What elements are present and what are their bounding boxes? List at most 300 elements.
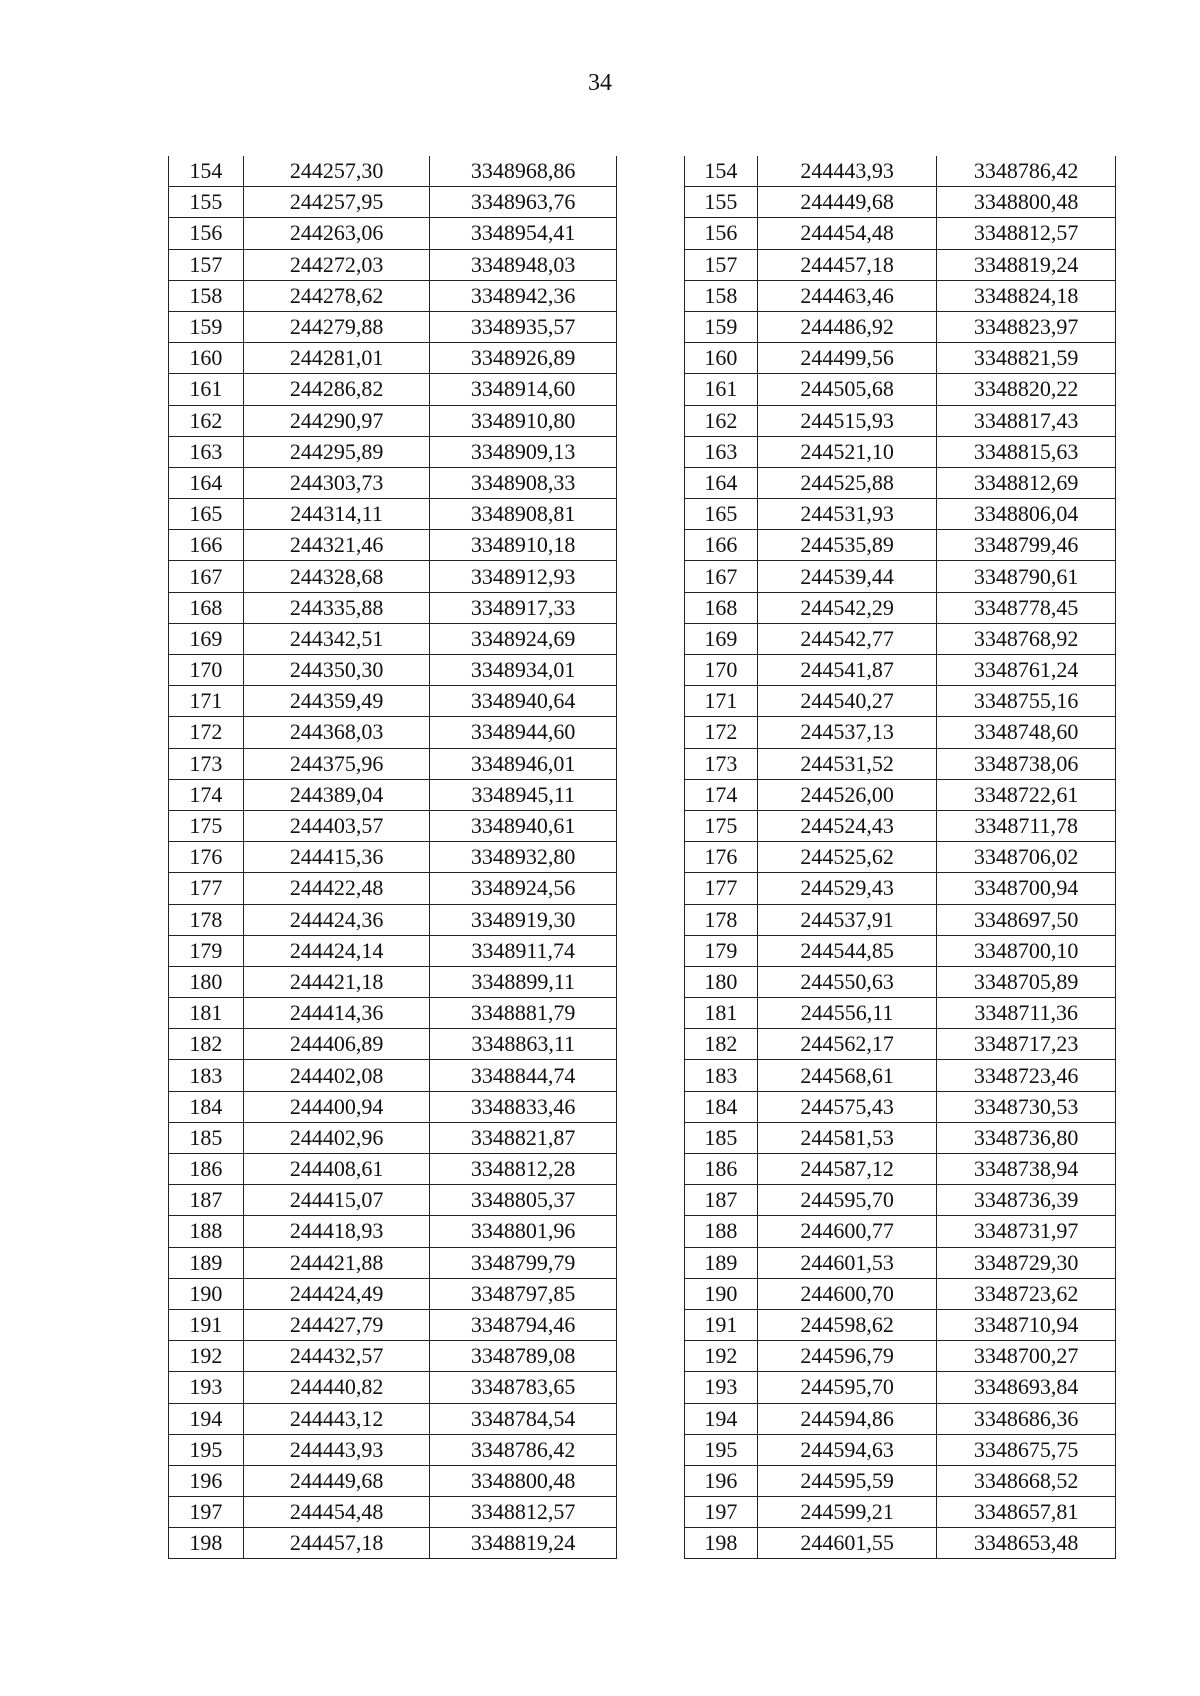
x-coordinate-cell: 244402,96 xyxy=(243,1122,430,1153)
point-number-cell: 167 xyxy=(685,561,758,592)
x-coordinate-cell: 244505,68 xyxy=(757,374,937,405)
x-coordinate-cell: 244587,12 xyxy=(757,1154,937,1185)
point-number-cell: 182 xyxy=(169,1029,244,1060)
table-row xyxy=(685,1247,1116,1278)
point-number-cell: 186 xyxy=(685,1154,758,1185)
x-coordinate-cell: 244486,92 xyxy=(757,311,937,342)
y-coordinate-cell: 3348731,97 xyxy=(937,1216,1116,1247)
table-row xyxy=(685,374,1116,405)
y-coordinate-cell: 3348824,18 xyxy=(937,280,1116,311)
point-number-cell: 183 xyxy=(685,1060,758,1091)
x-coordinate-cell: 244568,61 xyxy=(757,1060,937,1091)
table-row xyxy=(169,1465,617,1496)
y-coordinate-cell: 3348697,50 xyxy=(937,904,1116,935)
table-row xyxy=(685,156,1116,187)
table-row xyxy=(685,499,1116,530)
point-number-cell: 154 xyxy=(169,156,244,187)
point-number-cell: 160 xyxy=(685,343,758,374)
point-number-cell: 157 xyxy=(685,249,758,280)
y-coordinate-cell: 3348946,01 xyxy=(430,748,617,779)
y-coordinate-cell: 3348863,11 xyxy=(430,1029,617,1060)
point-number-cell: 181 xyxy=(685,998,758,1029)
x-coordinate-cell: 244424,14 xyxy=(243,935,430,966)
table-row xyxy=(169,1341,617,1372)
point-number-cell: 194 xyxy=(169,1403,244,1434)
x-coordinate-cell: 244529,43 xyxy=(757,873,937,904)
y-coordinate-cell: 3348722,61 xyxy=(937,779,1116,810)
table-row xyxy=(685,218,1116,249)
table-row xyxy=(169,499,617,530)
table-row xyxy=(685,1465,1116,1496)
point-number-cell: 160 xyxy=(169,343,244,374)
point-number-cell: 173 xyxy=(169,748,244,779)
table-row xyxy=(169,1528,617,1559)
y-coordinate-cell: 3348794,46 xyxy=(430,1309,617,1340)
y-coordinate-cell: 3348924,69 xyxy=(430,623,617,654)
y-coordinate-cell: 3348700,94 xyxy=(937,873,1116,904)
y-coordinate-cell: 3348934,01 xyxy=(430,655,617,686)
table-row xyxy=(685,1403,1116,1434)
page-number: 34 xyxy=(588,70,612,96)
table-row xyxy=(685,1497,1116,1528)
y-coordinate-cell: 3348657,81 xyxy=(937,1497,1116,1528)
point-number-cell: 173 xyxy=(685,748,758,779)
point-number-cell: 162 xyxy=(685,405,758,436)
y-coordinate-cell: 3348968,86 xyxy=(430,156,617,187)
point-number-cell: 158 xyxy=(169,280,244,311)
y-coordinate-cell: 3348914,60 xyxy=(430,374,617,405)
x-coordinate-cell: 244521,10 xyxy=(757,436,937,467)
point-number-cell: 193 xyxy=(169,1372,244,1403)
table-row xyxy=(685,530,1116,561)
point-number-cell: 171 xyxy=(685,686,758,717)
table-row xyxy=(169,218,617,249)
table-row xyxy=(169,655,617,686)
y-coordinate-cell: 3348910,80 xyxy=(430,405,617,436)
y-coordinate-cell: 3348729,30 xyxy=(937,1247,1116,1278)
y-coordinate-cell: 3348668,52 xyxy=(937,1465,1116,1496)
x-coordinate-cell: 244421,88 xyxy=(243,1247,430,1278)
table-row xyxy=(685,1216,1116,1247)
table-row xyxy=(685,1185,1116,1216)
table-row xyxy=(685,1060,1116,1091)
table-row xyxy=(169,592,617,623)
y-coordinate-cell: 3348700,10 xyxy=(937,935,1116,966)
point-number-cell: 198 xyxy=(169,1528,244,1559)
y-coordinate-cell: 3348790,61 xyxy=(937,561,1116,592)
table-row xyxy=(685,904,1116,935)
table-row xyxy=(685,1434,1116,1465)
y-coordinate-cell: 3348789,08 xyxy=(430,1341,617,1372)
y-coordinate-cell: 3348738,94 xyxy=(937,1154,1116,1185)
point-number-cell: 154 xyxy=(685,156,758,187)
y-coordinate-cell: 3348911,74 xyxy=(430,935,617,966)
point-number-cell: 174 xyxy=(685,779,758,810)
point-number-cell: 180 xyxy=(685,966,758,997)
x-coordinate-cell: 244415,07 xyxy=(243,1185,430,1216)
point-number-cell: 198 xyxy=(685,1528,758,1559)
point-number-cell: 169 xyxy=(169,623,244,654)
y-coordinate-cell: 3348844,74 xyxy=(430,1060,617,1091)
point-number-cell: 171 xyxy=(169,686,244,717)
y-coordinate-cell: 3348812,57 xyxy=(937,218,1116,249)
x-coordinate-cell: 244295,89 xyxy=(243,436,430,467)
point-number-cell: 168 xyxy=(685,592,758,623)
y-coordinate-cell: 3348948,03 xyxy=(430,249,617,280)
y-coordinate-cell: 3348945,11 xyxy=(430,779,617,810)
x-coordinate-cell: 244581,53 xyxy=(757,1122,937,1153)
point-number-cell: 196 xyxy=(169,1465,244,1496)
point-number-cell: 193 xyxy=(685,1372,758,1403)
point-number-cell: 175 xyxy=(685,810,758,841)
table-row xyxy=(169,810,617,841)
y-coordinate-cell: 3348812,57 xyxy=(430,1497,617,1528)
table-row xyxy=(169,405,617,436)
point-number-cell: 166 xyxy=(169,530,244,561)
table-row xyxy=(169,1497,617,1528)
table-row xyxy=(169,1185,617,1216)
x-coordinate-cell: 244335,88 xyxy=(243,592,430,623)
point-number-cell: 187 xyxy=(685,1185,758,1216)
point-number-cell: 179 xyxy=(169,935,244,966)
x-coordinate-cell: 244449,68 xyxy=(243,1465,430,1496)
point-number-cell: 192 xyxy=(685,1341,758,1372)
table-row xyxy=(169,779,617,810)
table-row xyxy=(169,1060,617,1091)
point-number-cell: 172 xyxy=(685,717,758,748)
point-number-cell: 186 xyxy=(169,1154,244,1185)
y-coordinate-cell: 3348653,48 xyxy=(937,1528,1116,1559)
x-coordinate-cell: 244281,01 xyxy=(243,343,430,374)
point-number-cell: 182 xyxy=(685,1029,758,1060)
x-coordinate-cell: 244531,52 xyxy=(757,748,937,779)
point-number-cell: 163 xyxy=(169,436,244,467)
x-coordinate-cell: 244427,79 xyxy=(243,1309,430,1340)
table-row xyxy=(169,1091,617,1122)
table-row xyxy=(685,998,1116,1029)
y-coordinate-cell: 3348797,85 xyxy=(430,1278,617,1309)
x-coordinate-cell: 244541,87 xyxy=(757,655,937,686)
x-coordinate-cell: 244601,53 xyxy=(757,1247,937,1278)
x-coordinate-cell: 244402,08 xyxy=(243,1060,430,1091)
point-number-cell: 179 xyxy=(685,935,758,966)
y-coordinate-cell: 3348821,87 xyxy=(430,1122,617,1153)
x-coordinate-cell: 244421,18 xyxy=(243,966,430,997)
table-row xyxy=(685,655,1116,686)
table-row xyxy=(685,873,1116,904)
point-number-cell: 195 xyxy=(169,1434,244,1465)
y-coordinate-cell: 3348736,80 xyxy=(937,1122,1116,1153)
table-row xyxy=(685,1091,1116,1122)
point-number-cell: 155 xyxy=(685,187,758,218)
table-row xyxy=(169,717,617,748)
x-coordinate-cell: 244440,82 xyxy=(243,1372,430,1403)
table-row xyxy=(169,1247,617,1278)
table-row xyxy=(169,436,617,467)
y-coordinate-cell: 3348944,60 xyxy=(430,717,617,748)
point-number-cell: 159 xyxy=(685,311,758,342)
table-row xyxy=(169,842,617,873)
x-coordinate-cell: 244515,93 xyxy=(757,405,937,436)
y-coordinate-cell: 3348917,33 xyxy=(430,592,617,623)
table-row xyxy=(169,1403,617,1434)
x-coordinate-cell: 244424,36 xyxy=(243,904,430,935)
y-coordinate-cell: 3348940,64 xyxy=(430,686,617,717)
x-coordinate-cell: 244406,89 xyxy=(243,1029,430,1060)
table-row xyxy=(685,966,1116,997)
table-row xyxy=(685,561,1116,592)
x-coordinate-cell: 244600,70 xyxy=(757,1278,937,1309)
y-coordinate-cell: 3348919,30 xyxy=(430,904,617,935)
x-coordinate-cell: 244463,46 xyxy=(757,280,937,311)
y-coordinate-cell: 3348799,79 xyxy=(430,1247,617,1278)
y-coordinate-cell: 3348899,11 xyxy=(430,966,617,997)
table-row xyxy=(169,374,617,405)
table-row xyxy=(169,467,617,498)
y-coordinate-cell: 3348819,24 xyxy=(937,249,1116,280)
point-number-cell: 169 xyxy=(685,623,758,654)
point-number-cell: 156 xyxy=(685,218,758,249)
table-row xyxy=(685,779,1116,810)
point-number-cell: 194 xyxy=(685,1403,758,1434)
table-row xyxy=(685,623,1116,654)
point-number-cell: 159 xyxy=(169,311,244,342)
x-coordinate-cell: 244303,73 xyxy=(243,467,430,498)
table-row xyxy=(169,904,617,935)
point-number-cell: 177 xyxy=(169,873,244,904)
table-row xyxy=(685,842,1116,873)
y-coordinate-cell: 3348705,89 xyxy=(937,966,1116,997)
x-coordinate-cell: 244595,59 xyxy=(757,1465,937,1496)
point-number-cell: 195 xyxy=(685,1434,758,1465)
y-coordinate-cell: 3348817,43 xyxy=(937,405,1116,436)
table-row xyxy=(685,1278,1116,1309)
point-number-cell: 164 xyxy=(685,467,758,498)
table-row xyxy=(685,1309,1116,1340)
table-row xyxy=(685,748,1116,779)
point-number-cell: 180 xyxy=(169,966,244,997)
y-coordinate-cell: 3348806,04 xyxy=(937,499,1116,530)
x-coordinate-cell: 244599,21 xyxy=(757,1497,937,1528)
table-row xyxy=(169,1216,617,1247)
x-coordinate-cell: 244432,57 xyxy=(243,1341,430,1372)
table-row xyxy=(685,1372,1116,1403)
table-row xyxy=(685,280,1116,311)
x-coordinate-cell: 244556,11 xyxy=(757,998,937,1029)
y-coordinate-cell: 3348912,93 xyxy=(430,561,617,592)
y-coordinate-cell: 3348820,22 xyxy=(937,374,1116,405)
point-number-cell: 162 xyxy=(169,405,244,436)
x-coordinate-cell: 244272,03 xyxy=(243,249,430,280)
point-number-cell: 174 xyxy=(169,779,244,810)
table-row xyxy=(169,187,617,218)
y-coordinate-cell: 3348717,23 xyxy=(937,1029,1116,1060)
point-number-cell: 172 xyxy=(169,717,244,748)
y-coordinate-cell: 3348784,54 xyxy=(430,1403,617,1434)
point-number-cell: 157 xyxy=(169,249,244,280)
y-coordinate-cell: 3348954,41 xyxy=(430,218,617,249)
x-coordinate-cell: 244414,36 xyxy=(243,998,430,1029)
x-coordinate-cell: 244544,85 xyxy=(757,935,937,966)
x-coordinate-cell: 244321,46 xyxy=(243,530,430,561)
x-coordinate-cell: 244457,18 xyxy=(243,1528,430,1559)
x-coordinate-cell: 244595,70 xyxy=(757,1372,937,1403)
x-coordinate-cell: 244540,27 xyxy=(757,686,937,717)
y-coordinate-cell: 3348800,48 xyxy=(430,1465,617,1496)
y-coordinate-cell: 3348675,75 xyxy=(937,1434,1116,1465)
x-coordinate-cell: 244342,51 xyxy=(243,623,430,654)
y-coordinate-cell: 3348786,42 xyxy=(937,156,1116,187)
table-row xyxy=(685,311,1116,342)
point-number-cell: 185 xyxy=(169,1122,244,1153)
x-coordinate-cell: 244350,30 xyxy=(243,655,430,686)
point-number-cell: 164 xyxy=(169,467,244,498)
table-row xyxy=(685,1122,1116,1153)
y-coordinate-cell: 3348768,92 xyxy=(937,623,1116,654)
table-row xyxy=(169,1154,617,1185)
x-coordinate-cell: 244443,12 xyxy=(243,1403,430,1434)
x-coordinate-cell: 244454,48 xyxy=(757,218,937,249)
table-row xyxy=(685,810,1116,841)
x-coordinate-cell: 244550,63 xyxy=(757,966,937,997)
x-coordinate-cell: 244595,70 xyxy=(757,1185,937,1216)
table-row xyxy=(169,873,617,904)
point-number-cell: 189 xyxy=(685,1247,758,1278)
y-coordinate-cell: 3348723,62 xyxy=(937,1278,1116,1309)
table-row xyxy=(685,405,1116,436)
x-coordinate-cell: 244525,88 xyxy=(757,467,937,498)
x-coordinate-cell: 244539,44 xyxy=(757,561,937,592)
table-row xyxy=(169,935,617,966)
x-coordinate-cell: 244542,29 xyxy=(757,592,937,623)
y-coordinate-cell: 3348783,65 xyxy=(430,1372,617,1403)
x-coordinate-cell: 244535,89 xyxy=(757,530,937,561)
y-coordinate-cell: 3348821,59 xyxy=(937,343,1116,374)
y-coordinate-cell: 3348926,89 xyxy=(430,343,617,374)
point-number-cell: 170 xyxy=(685,655,758,686)
y-coordinate-cell: 3348711,78 xyxy=(937,810,1116,841)
point-number-cell: 178 xyxy=(685,904,758,935)
y-coordinate-cell: 3348710,94 xyxy=(937,1309,1116,1340)
point-number-cell: 156 xyxy=(169,218,244,249)
point-number-cell: 175 xyxy=(169,810,244,841)
y-coordinate-cell: 3348819,24 xyxy=(430,1528,617,1559)
point-number-cell: 167 xyxy=(169,561,244,592)
point-number-cell: 158 xyxy=(685,280,758,311)
x-coordinate-cell: 244537,91 xyxy=(757,904,937,935)
x-coordinate-cell: 244454,48 xyxy=(243,1497,430,1528)
x-coordinate-cell: 244499,56 xyxy=(757,343,937,374)
y-coordinate-cell: 3348908,81 xyxy=(430,499,617,530)
x-coordinate-cell: 244290,97 xyxy=(243,405,430,436)
x-coordinate-cell: 244601,55 xyxy=(757,1528,937,1559)
x-coordinate-cell: 244415,36 xyxy=(243,842,430,873)
table-row xyxy=(685,343,1116,374)
x-coordinate-cell: 244600,77 xyxy=(757,1216,937,1247)
y-coordinate-cell: 3348801,96 xyxy=(430,1216,617,1247)
table-row xyxy=(169,748,617,779)
x-coordinate-cell: 244408,61 xyxy=(243,1154,430,1185)
point-number-cell: 191 xyxy=(169,1309,244,1340)
y-coordinate-cell: 3348940,61 xyxy=(430,810,617,841)
point-number-cell: 170 xyxy=(169,655,244,686)
table-row xyxy=(685,436,1116,467)
x-coordinate-cell: 244400,94 xyxy=(243,1091,430,1122)
x-coordinate-cell: 244542,77 xyxy=(757,623,937,654)
x-coordinate-cell: 244531,93 xyxy=(757,499,937,530)
y-coordinate-cell: 3348932,80 xyxy=(430,842,617,873)
point-number-cell: 163 xyxy=(685,436,758,467)
point-number-cell: 192 xyxy=(169,1341,244,1372)
point-number-cell: 190 xyxy=(685,1278,758,1309)
table-row xyxy=(685,592,1116,623)
point-number-cell: 181 xyxy=(169,998,244,1029)
x-coordinate-cell: 244443,93 xyxy=(757,156,937,187)
y-coordinate-cell: 3348924,56 xyxy=(430,873,617,904)
x-coordinate-cell: 244389,04 xyxy=(243,779,430,810)
x-coordinate-cell: 244525,62 xyxy=(757,842,937,873)
point-number-cell: 183 xyxy=(169,1060,244,1091)
x-coordinate-cell: 244449,68 xyxy=(757,187,937,218)
table-row xyxy=(685,467,1116,498)
table-row xyxy=(169,686,617,717)
y-coordinate-cell: 3348963,76 xyxy=(430,187,617,218)
x-coordinate-cell: 244443,93 xyxy=(243,1434,430,1465)
y-coordinate-cell: 3348935,57 xyxy=(430,311,617,342)
point-number-cell: 197 xyxy=(685,1497,758,1528)
table-row xyxy=(169,1029,617,1060)
table-row xyxy=(169,1278,617,1309)
table-row xyxy=(685,1341,1116,1372)
point-number-cell: 196 xyxy=(685,1465,758,1496)
y-coordinate-cell: 3348800,48 xyxy=(937,187,1116,218)
y-coordinate-cell: 3348823,97 xyxy=(937,311,1116,342)
table-row xyxy=(685,717,1116,748)
y-coordinate-cell: 3348693,84 xyxy=(937,1372,1116,1403)
point-number-cell: 165 xyxy=(169,499,244,530)
table-row xyxy=(169,156,617,187)
point-number-cell: 191 xyxy=(685,1309,758,1340)
table-row xyxy=(169,1309,617,1340)
x-coordinate-cell: 244598,62 xyxy=(757,1309,937,1340)
table-row xyxy=(685,1528,1116,1559)
point-number-cell: 190 xyxy=(169,1278,244,1309)
point-number-cell: 185 xyxy=(685,1122,758,1153)
table-row xyxy=(169,1372,617,1403)
table-row xyxy=(169,966,617,997)
y-coordinate-cell: 3348908,33 xyxy=(430,467,617,498)
y-coordinate-cell: 3348815,63 xyxy=(937,436,1116,467)
point-number-cell: 184 xyxy=(685,1091,758,1122)
point-number-cell: 165 xyxy=(685,499,758,530)
y-coordinate-cell: 3348723,46 xyxy=(937,1060,1116,1091)
x-coordinate-cell: 244257,30 xyxy=(243,156,430,187)
table-row xyxy=(169,1434,617,1465)
table-row xyxy=(685,187,1116,218)
y-coordinate-cell: 3348761,24 xyxy=(937,655,1116,686)
y-coordinate-cell: 3348686,36 xyxy=(937,1403,1116,1434)
table-row xyxy=(169,623,617,654)
right-coordinates-table xyxy=(684,156,1116,1559)
point-number-cell: 155 xyxy=(169,187,244,218)
y-coordinate-cell: 3348736,39 xyxy=(937,1185,1116,1216)
point-number-cell: 161 xyxy=(169,374,244,405)
x-coordinate-cell: 244403,57 xyxy=(243,810,430,841)
point-number-cell: 188 xyxy=(685,1216,758,1247)
y-coordinate-cell: 3348881,79 xyxy=(430,998,617,1029)
y-coordinate-cell: 3348812,28 xyxy=(430,1154,617,1185)
y-coordinate-cell: 3348805,37 xyxy=(430,1185,617,1216)
